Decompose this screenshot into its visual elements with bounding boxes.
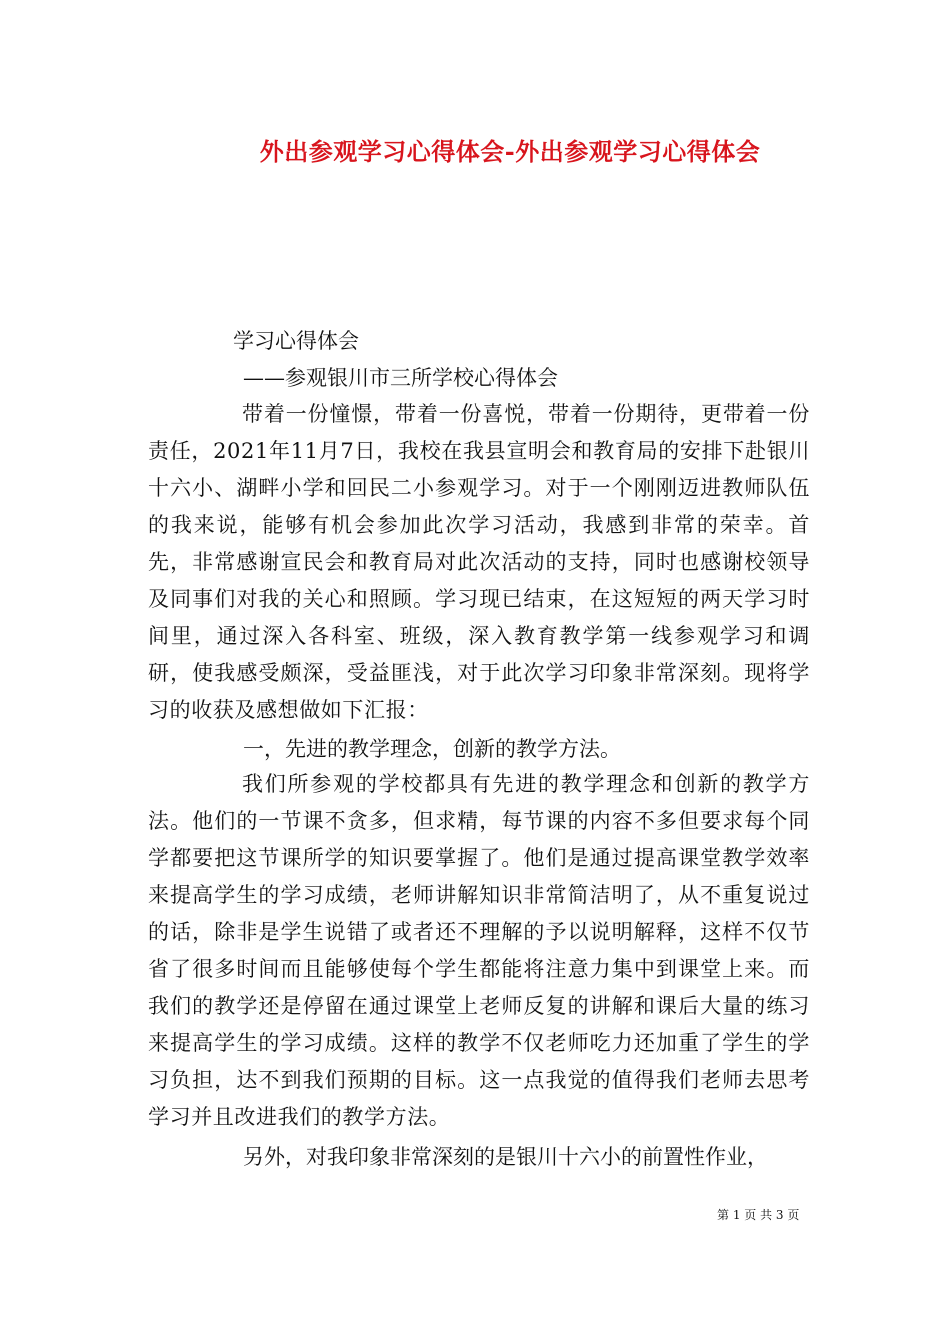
document-subtitle: 学习心得体会	[233, 329, 359, 353]
paragraph-3: 另外，对我印象非常深刻的是银川十六小的前置性作业，	[243, 1145, 768, 1169]
document-subheading: ——参观银川市三所学校心得体会	[243, 366, 558, 390]
document-title: 外出参观学习心得体会-外出参观学习心得体会	[259, 137, 761, 166]
section-heading-1: 一，先进的教学理念，创新的教学方法。	[243, 737, 621, 761]
paragraph-1: 带着一份憧憬，带着一份喜悦，带着一份期待，更带着一份责任，2021年11月7日，我校在我县宣明会和教育局的安排下赴银川十六小、湖畔小学和回民二小参观学习。对于一个刚刚迈进教师队伍的我来说，能够有机会参加此次学习活动，我感到非常的荣幸。首先，非常感谢宣民会和教育局对此次活动的支持，同时也感谢校领导及同事们对我的关心和照顾。学习现已结束，在这短短的两天学习时间里，通过深入各科室、班级，深入教育教学第一线参观学习和调研，使我感受颇深，受益匪浅，对于此次学习印象非常深刻。现将学习的收获及感想做如下汇报：	[148, 402, 810, 722]
paragraph-2: 我们所参观的学校都具有先进的教学理念和创新的教学方法。他们的一节课不贪多，但求精，每节课的内容不多但要求每个同学都要把这节课所学的知识要掌握了。他们是通过提高课堂教学效率来提高学生的学习成绩，老师讲解知识非常简洁明了，从不重复说过的话，除非是学生说错了或者还不理解的予以说明解释，这样不仅节省了很多时间而且能够使每个学生都能将注意力集中到课堂上来。而我们的教学还是停留在通过课堂上老师反复的讲解和课后大量的练习来提高学生的学习成绩。这样的教学不仅老师吃力还加重了学生的学习负担，达不到我们预期的目标。这一点我觉的值得我们老师去思考学习并且改进我们的教学方法。	[148, 772, 810, 1129]
page-number-footer: 第 1 页 共 3 页	[717, 1208, 800, 1222]
